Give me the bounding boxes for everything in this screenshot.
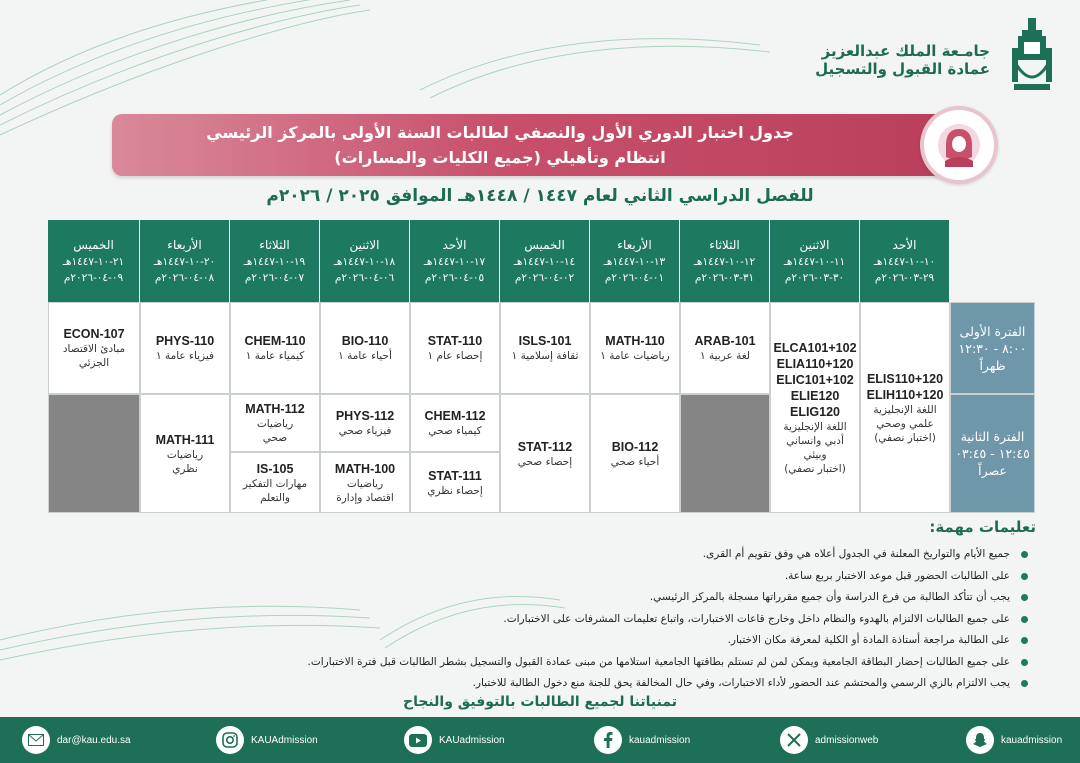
day-name: الثلاثاء (709, 238, 740, 252)
x-label: admissionweb (815, 734, 879, 746)
course-name: أحياء صحي (610, 455, 660, 468)
snapchat-icon (966, 726, 994, 754)
exam-cell (230, 394, 320, 452)
course-code: ARAB-101 (694, 334, 756, 348)
course-code: STAT-111 (428, 468, 482, 483)
gregorian-date: ٣٠-٠٣-٢٠٢٦م (784, 272, 845, 284)
empty-cell (680, 394, 770, 513)
course-code: ELIG120 (789, 404, 841, 419)
exam-cell (410, 452, 500, 513)
exam-cell (140, 394, 230, 513)
university-name (815, 42, 990, 78)
exam-cell (140, 302, 230, 394)
day-header (500, 220, 590, 302)
hijri-date: ١١-١٠-١٤٤٧هـ (783, 256, 846, 268)
course-name: مبادئ الاقتصاد (62, 343, 126, 355)
period-note: ظهراً (979, 357, 1006, 373)
title-line-1: جدول اختبار الدوري الأول والنصفي لطالبات السنة الأولى بالمركز الرئيسي (206, 123, 794, 142)
social-footer (0, 717, 1080, 763)
hijri-date: ١٤-١٠-١٤٤٧هـ (513, 256, 576, 268)
course-code: IS-105 (256, 461, 294, 476)
instructions-list (88, 544, 1028, 695)
female-student-icon (920, 106, 998, 184)
instruction-item: يجب الالتزام بالزي الرسمي والمحتشم عند الحضور لأداء الاختبارات، وفي حال المخالفة يحق للجنة منع دخول الطالبة للاختبار. (88, 673, 1028, 695)
gregorian-date: ٣١-٠٣-٢٠٢٦م (694, 272, 755, 284)
day-header (410, 220, 500, 302)
course-code: PHYS-110 (155, 334, 215, 348)
instagram-icon (216, 726, 244, 754)
course-code: CHEM-112 (424, 409, 486, 423)
course-name: إحصاء عام ١ (427, 350, 483, 362)
hijri-date: ١٧-١٠-١٤٤٧هـ (423, 256, 486, 268)
title-line-2: انتظام وتأهيلي (جميع الكليات والمسارات) (334, 148, 666, 167)
course-name: رياضيات (346, 477, 384, 490)
facebook-link[interactable] (594, 725, 690, 755)
course-name: فيزياء عامة ١ (155, 350, 215, 362)
course-code: ELIH110+120 (866, 387, 944, 402)
day-name: الأربعاء (617, 238, 652, 252)
gregorian-date: ٠٦-٠٤-٢٠٢٦م (334, 272, 395, 284)
hijri-date: ١٢-١٠-١٤٤٧هـ (693, 256, 756, 268)
course-code: STAT-112 (517, 439, 573, 454)
empty-cell (48, 394, 140, 513)
period-time: ١٢:٤٥ - ٠٣:٤٥ (955, 446, 1030, 461)
exam-schedule-table (48, 220, 1035, 513)
day-name: الاثنين (349, 238, 380, 252)
course-code: PHYS-112 (335, 409, 395, 423)
course-name: علمي وصحي (876, 417, 934, 430)
course-name: اللغة الإنجليزية (873, 403, 937, 416)
instruction-item: على جميع الطالبات الالتزام بالهدوء والنظام داخل وخارج قاعات الاختبارات، واتباع تعليمات المشرفات على الاختبارات. (88, 609, 1028, 631)
x-icon (780, 726, 808, 754)
course-name: ثقافة إسلامية ١ (511, 350, 579, 362)
course-name: كيمياء صحي (428, 425, 482, 437)
university-title: جامـعة الملك عبدالعزيز (821, 42, 990, 60)
day-name: الأربعاء (167, 238, 202, 252)
youtube-icon (404, 726, 432, 754)
instruction-item: على جميع الطالبات إحضار البطاقة الجامعية ويمكن لمن لم تستلم بطاقتها الجامعية استلامها من مبنى عمادة القبول والتسجيل بشطر الطالبات قبل فترة الاختبارات. (88, 652, 1028, 674)
instruction-item: على الطالبة مراجعة أستاذة المادة أو الكلية لمعرفة مكان الاختبار. (88, 630, 1028, 652)
course-name: الجزئي (78, 357, 110, 369)
hijri-date: ١٩-١٠-١٤٤٧هـ (243, 256, 306, 268)
day-header (770, 220, 860, 302)
day-name: الخميس (524, 238, 565, 252)
day-name: الخميس (73, 238, 114, 252)
exam-cell (590, 302, 680, 394)
course-name: فيزياء صحي (338, 425, 392, 437)
exam-cell (320, 302, 410, 394)
hijri-date: ٢١-١٠-١٤٤٧هـ (62, 256, 125, 268)
course-name: أحياء عامة ١ (338, 350, 392, 362)
instruction-item: جميع الأيام والتواريخ المعلنة في الجدول أعلاه هي وفق تقويم أم القرى. (88, 544, 1028, 566)
youtube-label: KAUadmission (439, 734, 505, 746)
course-name: نظري (172, 462, 198, 475)
exam-cell (320, 394, 410, 452)
course-code: ELIC101+102 (776, 372, 854, 387)
facebook-label: kauadmission (629, 734, 691, 746)
course-code: MATH-110 (605, 334, 665, 348)
course-code: STAT-110 (427, 334, 483, 348)
day-header (680, 220, 770, 302)
day-header (860, 220, 950, 302)
exam-cell (680, 302, 770, 394)
course-name: كيمياء عامة ١ (245, 350, 305, 362)
exam-cell (320, 452, 410, 513)
email-link[interactable] (22, 725, 131, 755)
course-name: صحي (262, 432, 288, 444)
course-code: ELIE120 (790, 388, 840, 403)
day-name: الاثنين (799, 238, 830, 252)
day-header (320, 220, 410, 302)
hijri-date: ٢٠-١٠-١٤٤٧هـ (153, 256, 216, 268)
exam-cell (590, 394, 680, 513)
course-name: رياضيات (166, 448, 204, 461)
course-code: MATH-100 (334, 461, 396, 476)
exam-cell-english-arts (770, 302, 860, 513)
x-link[interactable] (780, 725, 878, 755)
gregorian-date: ٠١-٠٤-٢٠٢٦م (604, 272, 665, 284)
course-name: وبيئي (803, 448, 827, 461)
course-name: مهارات التفكير (242, 477, 308, 490)
snapchat-label: kauadmission (1001, 734, 1063, 746)
title-banner (112, 114, 970, 176)
page-title (160, 120, 840, 170)
course-name: إحصاء نظري (427, 484, 483, 497)
course-code: CHEM-110 (244, 334, 306, 348)
gregorian-date: ٠٥-٠٤-٢٠٢٦م (424, 272, 485, 284)
day-header (230, 220, 320, 302)
semester-subtitle: للفصل الدراسي الثاني لعام ١٤٤٧ / ١٤٤٨هـ الموافق ٢٠٢٥ / ٢٠٢٦م (266, 186, 814, 206)
instructions-title: تعليمات مهمة: (929, 518, 1036, 536)
course-note: (اختبار نصفي) (874, 431, 936, 444)
gregorian-date: ٠٧-٠٤-٢٠٢٦م (244, 272, 305, 284)
course-name: لغة عربية ١ (700, 350, 750, 362)
closing-message: تمنياتنا لجميع الطالبات بالتوفيق والنجاح (403, 694, 677, 710)
instruction-item: يجب أن تتأكد الطالبة من فرع الدراسة وأن جميع مقرراتها مسجلة بالمركز الرئيسي. (88, 587, 1028, 609)
exam-cell (410, 302, 500, 394)
course-name: والتعلم (260, 491, 290, 504)
day-name: الأحد (442, 238, 467, 252)
gregorian-date: ٢٩-٠٣-٢٠٢٦م (874, 272, 935, 284)
gregorian-date: ٠٨-٠٤-٢٠٢٦م (154, 272, 215, 284)
youtube-link[interactable] (404, 725, 505, 755)
instruction-item: على الطالبات الحضور قبل موعد الاختبار بربع ساعة. (88, 566, 1028, 588)
snapchat-link[interactable] (966, 725, 1062, 755)
course-code: ELIS110+120 (866, 371, 944, 386)
hijri-date: ١٣-١٠-١٤٤٧هـ (603, 256, 666, 268)
course-code: MATH-112 (245, 402, 305, 416)
day-name: الأحد (892, 238, 917, 252)
course-code: ECON-107 (63, 327, 125, 341)
course-code: MATH-111 (155, 432, 215, 447)
exam-cell-english-science (860, 302, 950, 513)
course-note: (اختبار نصفي) (784, 462, 846, 475)
course-name: اللغة الإنجليزية (783, 420, 847, 433)
exam-cell (230, 302, 320, 394)
course-code: ELIA110+120 (776, 356, 854, 371)
hijri-date: ١٠-١٠-١٤٤٧هـ (873, 256, 936, 268)
deanship-title: عمادة القبول والتسجيل (815, 60, 990, 78)
university-logo (1006, 18, 1058, 94)
instagram-label: KAUAdmission (251, 734, 318, 746)
hijri-date: ١٨-١٠-١٤٤٧هـ (333, 256, 396, 268)
exam-cell (410, 394, 500, 452)
exam-cell (48, 302, 140, 394)
day-header (48, 220, 140, 302)
day-header (590, 220, 680, 302)
course-name: إحصاء صحي (517, 455, 573, 468)
course-name: اقتصاد وإدارة (336, 491, 394, 504)
exam-cell (230, 452, 320, 513)
course-code: ISLS-101 (518, 334, 572, 348)
period-second (950, 394, 1035, 513)
day-name: الثلاثاء (259, 238, 290, 252)
instagram-link[interactable] (216, 725, 318, 755)
email-icon (22, 726, 50, 754)
period-name: الفترة الأولى (959, 323, 1026, 339)
day-header (140, 220, 230, 302)
facebook-icon (594, 726, 622, 754)
course-name: أدبي وانساني (786, 434, 844, 447)
course-name: رياضيات (256, 418, 294, 430)
period-note: عصراً (978, 463, 1007, 478)
gregorian-date: ٠٢-٠٤-٢٠٢٦م (514, 272, 575, 284)
course-name: رياضيات عامة ١ (600, 350, 670, 362)
course-code: BIO-112 (611, 439, 659, 454)
course-code: ELCA101+102 (773, 340, 857, 355)
exam-cell (500, 302, 590, 394)
period-time: ٨:٠٠ - ١٢:٣٠ (958, 340, 1027, 356)
email-label: dar@kau.edu.sa (57, 734, 131, 746)
period-name: الفترة الثانية (960, 429, 1025, 444)
gregorian-date: ٠٩-٠٤-٢٠٢٦م (63, 272, 124, 284)
period-first (950, 302, 1035, 394)
exam-cell (500, 394, 590, 513)
course-code: BIO-110 (341, 334, 389, 348)
